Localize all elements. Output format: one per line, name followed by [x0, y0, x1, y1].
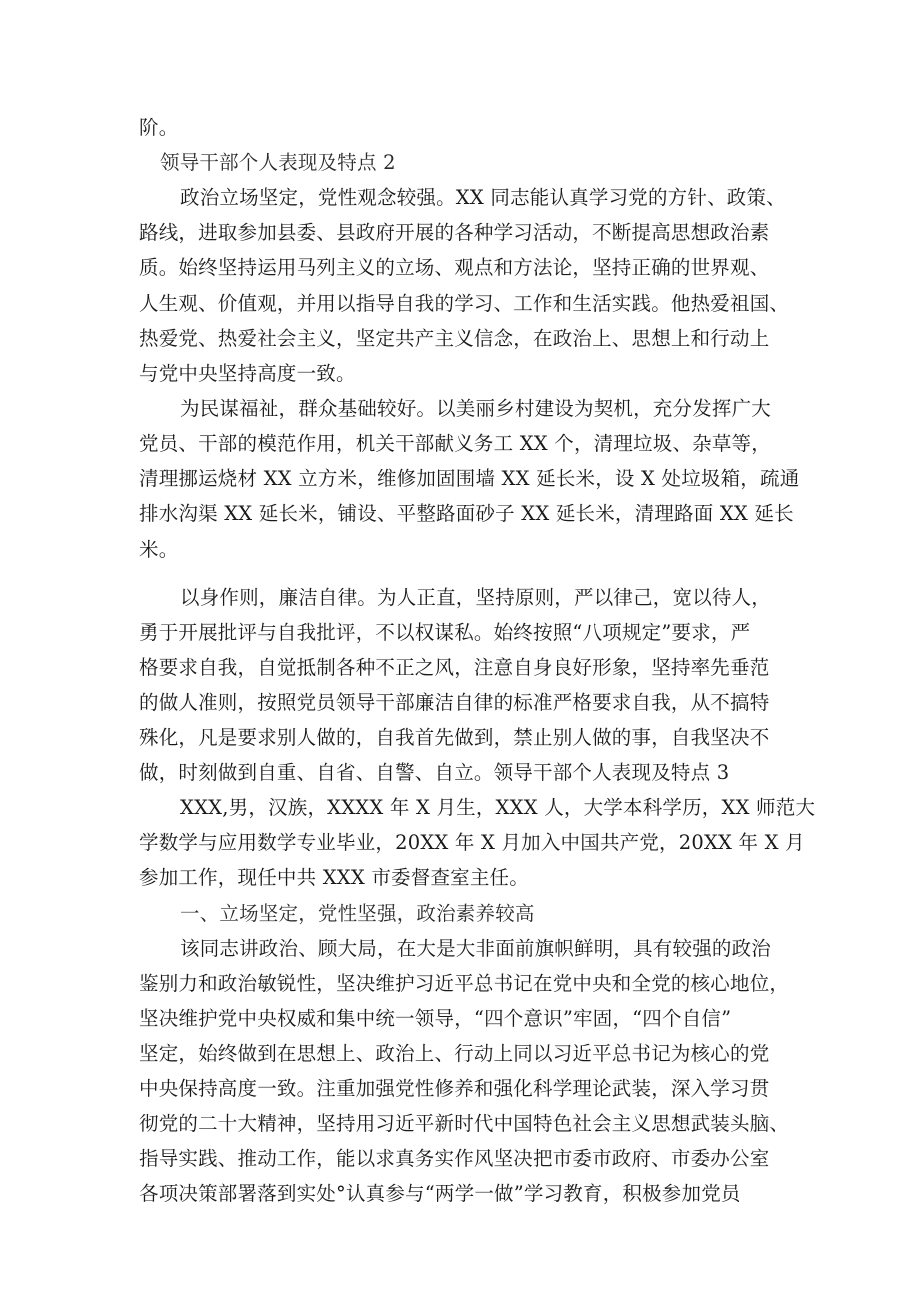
text-line: 中央保持高度一致。注重加强党性修养和强化科学理论武装，深入学习贯 [139, 1077, 770, 1100]
text-line: 排水沟渠 XX 延长米，铺设、平整路面砂子 XX 延长米，清理路面 XX 延长 [139, 502, 794, 525]
text-line: 坚定，始终做到在思想上、政治上、行动上同以习近平总书记为核心的党 [139, 1042, 770, 1065]
text-line: 鉴别力和政治敏锐性，坚决维护习近平总书记在党中央和全党的核心地位， [139, 972, 790, 995]
text-line: 清理挪运烧材 XX 立方米，维修加固围墙 XX 延长米，设 X 处垃圾箱，疏通 [139, 467, 800, 490]
text-line: 格要求自我，自觉抵制各种不正之风，注意自身良好形象，坚持率先垂范 [139, 656, 770, 679]
text-line: 坚决维护党中央权威和集中统一领导，“四个意识”牢固，“四个自信” [139, 1007, 732, 1030]
text-line: 质。始终坚持运用马列主义的立场、观点和方法论，坚持正确的世界观、 [139, 256, 770, 279]
text-line: 指导实践、推动工作，能以求真务实作风坚决把市委市政府、市委办公室 [139, 1147, 770, 1170]
text-line: 米。 [139, 538, 179, 561]
text-line: 彻党的二十大精神，坚持用习近平新时代中国特色社会主义思想武装头脑、 [139, 1112, 790, 1135]
section-heading: 领导干部个人表现及特点 2 [160, 151, 396, 174]
text-line: 路线，进取参加县委、县政府开展的各种学习活动，不断提高思想政治素 [139, 221, 770, 244]
paragraph-first-line: 为民谋福祉，群众基础较好。以美丽乡村建设为契机，充分发挥广大 [180, 397, 772, 420]
text-line: 热爱党、热爱社会主义，坚定共产主义信念，在政治上、思想上和行动上 [139, 327, 770, 350]
text-line: 殊化，凡是要求别人做的，自我首先做到，禁止别人做的事，自我坚决不 [139, 726, 770, 749]
section-heading: 一、立场坚定，党性坚强，政治素养较高 [180, 902, 535, 925]
text-line: 勇于开展批评与自我批评，不以权谋私。始终按照“八项规定”要求，严 [139, 621, 751, 644]
text-line: 各项决策部署落到实处°认真参与“两学一做”学习教育，积极参加党员 [139, 1182, 741, 1205]
text-line: 党员、干部的模范作用，机关干部献义务工 XX 个，清理垃圾、杂草等， [139, 432, 771, 455]
paragraph-first-line: 政治立场坚定，党性观念较强。XX 同志能认真学习党的方针、政策、 [180, 186, 786, 209]
text-line: 人生观、价值观，并用以指导自我的学习、工作和生活实践。他热爱祖国、 [139, 292, 790, 315]
paragraph-first-line: 该同志讲政治、顾大局，在大是大非面前旗帜鲜明，具有较强的政治 [180, 937, 772, 960]
text-line: 阶。 [139, 116, 179, 139]
paragraph-first-line: 以身作则，廉洁自律。为人正直，坚持原则，严以律己，宽以待人， [180, 586, 772, 609]
text-line: 参加工作，现任中共 XXX 市委督查室主任。 [139, 866, 529, 889]
paragraph-first-line: XXX,男，汉族，XXXX 年 X 月生，XXX 人，大学本科学历，XX 师范大 [180, 796, 816, 819]
text-line: 做，时刻做到自重、自省、自警、自立。领导干部个人表现及特点 3 [139, 761, 730, 784]
text-line: 的做人准则，按照党员领导干部廉洁自律的标准严格要求自我，从不搞特 [139, 691, 770, 714]
text-line: 与党中央坚持高度一致。 [139, 362, 356, 385]
text-line [139, 1213, 799, 1247]
text-line: 学数学与应用数学专业毕业，20XX 年 X 月加入中国共产党，20XX 年 X 月 [139, 831, 805, 854]
